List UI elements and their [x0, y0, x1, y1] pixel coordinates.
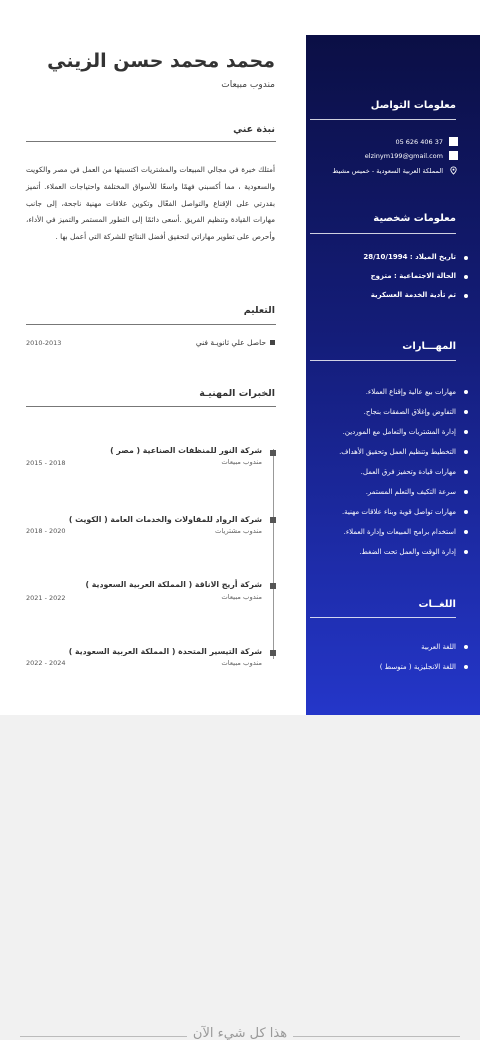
contact-phone — [312, 137, 458, 146]
about-text: أمتلك خبرة في مجالي المبيعات والمشتريات اكتسبتها من العمل في مصر والكويت والسعودية ، مما أكسبني فهمًا واسعًا للأسواق المختلفة واحتياجات العملاء. أتميز بقدرتي على الإقناع والتواصل الفعّال وتكوين علاقات مهنية ناجحة، إلى جانب مهارات القيادة وتنظيم الفريق .أسعى دائمًا إلى التطور المستمر والتميز في الأداء، وأحرص على تطوير مهاراتي لتحقيق أفضل النتائج للشركة التي أعمل بها . — [26, 165, 275, 242]
personal-heading: معلومات شخصية — [373, 213, 456, 224]
timeline-marker-icon — [270, 583, 276, 589]
phone-text: 05 626 406 37 — [395, 137, 443, 146]
languages-heading: اللغــات — [418, 599, 456, 610]
contact-email — [312, 151, 458, 160]
job-company: شركة النور للمنظفات الصناعية ( مصر ) — [110, 446, 262, 455]
phone-icon — [449, 137, 458, 146]
personal-item: تاريخ الميلاد : 28/10/1994 — [312, 248, 468, 267]
personal-list — [312, 248, 468, 305]
languages-divider — [310, 617, 456, 618]
job-role: مندوب مبيعات — [221, 593, 262, 601]
email-text: elzinym199@gmail.com — [364, 151, 443, 160]
skill-item: مهارات قيادة وتحفيز فرق العمل. — [312, 462, 468, 482]
location-text: المملكة العربية السعودية - خميس مشيط — [332, 166, 443, 175]
location-pin-icon — [449, 166, 458, 175]
skill-item: مهارات تواصل قوية وبناء علاقات مهنية. — [312, 502, 468, 522]
language-item: اللغة العربية — [312, 637, 468, 657]
job-company: شركة التيسير المتحدة ( المملكة العربية السعودية ) — [68, 647, 262, 656]
about-divider — [26, 141, 276, 142]
job-company: شركة أريج الاناقة ( المملكة العربية السعودية ) — [85, 580, 262, 589]
footer-label: هذا كل شيء الآن — [187, 1026, 293, 1040]
job-role: مندوب مبيعات — [221, 458, 262, 466]
cv-role: مندوب مبيعات — [221, 80, 275, 90]
job-years: 2018 - 2020 — [26, 527, 66, 535]
footer-text — [0, 1026, 480, 1040]
language-item: اللغة الانجليزية ( متوسط ) — [312, 657, 468, 677]
languages-list — [312, 637, 468, 677]
personal-item: تم تأدية الخدمة العسكرية — [312, 286, 468, 305]
skills-divider — [310, 360, 456, 361]
cv-name: محمد محمد حسن الزيني — [47, 50, 275, 72]
timeline-marker-icon — [270, 517, 276, 523]
contact-divider — [310, 119, 456, 120]
education-item-label: حاصل علي ثانويـة فني — [195, 338, 266, 347]
skill-item: مهارات بيع عالية وإقناع العملاء. — [312, 382, 468, 402]
skill-item: سرعة التكيف والتعلم المستمر. — [312, 482, 468, 502]
timeline-marker-icon — [270, 650, 276, 656]
personal-divider — [310, 233, 456, 234]
education-years: 2010-2013 — [26, 339, 62, 347]
job-years: 2021 - 2022 — [26, 594, 66, 602]
contact-location — [312, 166, 458, 175]
skill-item: التخطيط وتنظيم العمل وتحقيق الأهداف. — [312, 442, 468, 462]
skill-item: استخدام برامج المبيعات وإدارة العملاء. — [312, 522, 468, 542]
about-heading: نبذة عني — [233, 124, 275, 135]
job-role: مندوب مبيعات — [221, 659, 262, 667]
timeline-marker-icon — [270, 450, 276, 456]
personal-item: الحالة الاجتماعية : متزوج — [312, 267, 468, 286]
skills-list — [312, 382, 468, 562]
education-divider — [26, 324, 276, 325]
skills-heading: المهـــارات — [402, 341, 456, 352]
job-years: 2022 - 2024 — [26, 659, 66, 667]
square-bullet-icon — [270, 340, 275, 345]
experience-divider — [26, 406, 276, 407]
email-icon — [449, 151, 458, 160]
skill-item: التفاوض وإغلاق الصفقات بنجاح. — [312, 402, 468, 422]
skill-item: إدارة المشتريات والتعامل مع الموردين. — [312, 422, 468, 442]
contact-heading: معلومات التواصل — [370, 100, 456, 111]
job-role: مندوب مشتريات — [215, 527, 262, 535]
experience-heading: الخبرات المهنيـة — [199, 388, 275, 399]
cv-sidebar — [306, 35, 480, 715]
job-company: شركة الرواد للمقاولات والخدمات العامة ( الكويت ) — [68, 515, 262, 524]
education-heading: التعليم — [243, 305, 275, 316]
job-years: 2015 - 2018 — [26, 459, 66, 467]
experience-timeline — [273, 449, 274, 659]
skill-item: إدارة الوقت والعمل تحت الضغط. — [312, 542, 468, 562]
education-item — [196, 338, 275, 347]
